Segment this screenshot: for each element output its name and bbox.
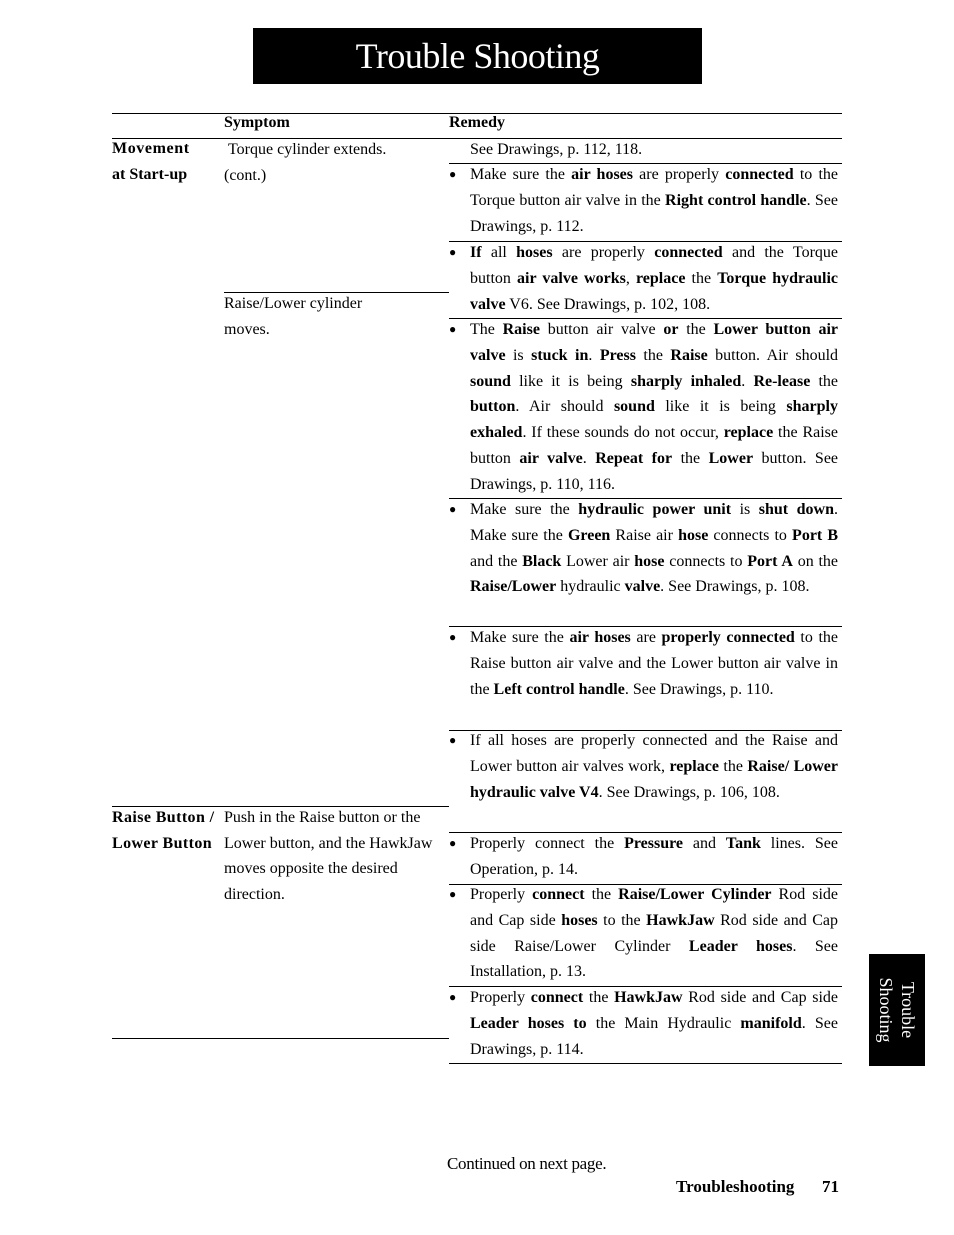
remedy-plain-text: The: [470, 321, 503, 338]
remedy-bold-text: sound: [613, 398, 655, 416]
footer-section-label: Troubleshooting: [676, 1177, 795, 1196]
remedy-bold-text: air hoses: [571, 166, 633, 183]
remedy-plain-text: the: [583, 989, 615, 1006]
remedy-plain-text: connects to: [708, 526, 793, 544]
remedy-plain-text: like it is being: [654, 398, 787, 416]
remedy-bold-text: hose: [634, 552, 665, 570]
remedy-bold-text: Raise: [670, 346, 708, 364]
remedy-bold-text: air valve works: [517, 269, 626, 287]
remedy-plain-text: the: [810, 372, 839, 390]
remedy-bold-text: connect: [532, 886, 585, 903]
remedy-plain-text: on the: [792, 552, 839, 570]
remedy-plain-text: is: [731, 501, 759, 518]
remedy-bold-text: Pressure: [624, 835, 684, 852]
remedy-item: [470, 831, 838, 883]
remedy-bold-text: Raise/ Lower hydraulic valve V4: [470, 757, 838, 801]
remedy-text: [470, 831, 838, 883]
remedy-bold-text: Left control handle: [493, 680, 625, 698]
remedy-item: [470, 882, 838, 985]
remedy-plain-text: . If these sounds do not occur,: [522, 424, 724, 442]
remedy-text: [470, 162, 838, 239]
remedy-bold-text: connected: [654, 244, 723, 261]
remedy-item: [470, 137, 838, 163]
remedy-plain-text: . See Drawings, p. 106, 108.: [598, 783, 780, 801]
remedy-bold-text: Raise: [502, 321, 540, 338]
remedy-plain-text: button. See Drawings, p. 110, 116.: [470, 449, 839, 493]
remedy-plain-text: connects to: [664, 552, 748, 570]
remedy-bold-text: sound: [470, 372, 511, 390]
remedy-plain-text: and: [683, 835, 726, 852]
remedy-plain-text: hydraulic: [556, 578, 625, 596]
remedy-bold-text: connect: [530, 989, 584, 1006]
remedy-bold-text: Raise/Lower: [470, 578, 557, 596]
bullet-icon: ●: [449, 245, 457, 259]
category-line: Raise Button /: [112, 809, 215, 826]
remedy-plain-text: the: [685, 269, 718, 287]
remedy-bold-text: Port A: [747, 552, 793, 570]
remedy-plain-text: . Air should: [515, 398, 614, 416]
remedy-plain-text: Rod side and Cap side: [470, 886, 838, 929]
remedy-plain-text: If all hoses are properly connected and the Raise and Lower button air valves work,: [470, 732, 838, 775]
page-title: Trouble Shooting: [253, 28, 702, 84]
remedy-bold-text: replace: [723, 424, 774, 442]
remedy-bold-text: shut down: [758, 501, 834, 518]
remedy-bold-text: Torque hydraulic valve: [470, 269, 839, 313]
remedy-plain-text: V6. See Drawings, p. 102, 108.: [505, 295, 711, 313]
remedy-plain-text: Properly: [470, 989, 531, 1006]
remedy-bold-text: Black: [522, 552, 562, 570]
remedy-text: [470, 625, 838, 702]
remedy-bold-text: Port B: [792, 526, 839, 544]
page-number: 71: [822, 1177, 839, 1196]
category-line: Movement: [112, 140, 190, 157]
remedy-bold-text: button: [470, 398, 516, 416]
remedy-plain-text: button. Air should: [707, 346, 839, 364]
remedy-bold-text: Leader hoses to: [470, 1014, 587, 1032]
remedy-plain-text: . See Installation, p. 13.: [470, 937, 839, 981]
remedy-text: [470, 985, 838, 1062]
remedy-bold-text: Repeat for: [595, 449, 673, 467]
remedy-bold-text: replace: [669, 757, 719, 775]
remedy-plain-text: Make sure the: [470, 166, 572, 183]
remedy-plain-text: the: [718, 757, 748, 775]
remedy-header: Remedy: [449, 114, 505, 131]
category-line: at Start-up: [112, 166, 188, 183]
remedy-bold-text: HawkJaw: [614, 989, 683, 1006]
remedy-plain-text: . See Drawings, p. 110.: [624, 680, 774, 698]
remedy-bold-text: stuck in: [531, 346, 589, 364]
remedy-bold-text: Lower button air valve: [470, 321, 839, 364]
remedy-plain-text: to the Raise button air valve and the Lower button air valve in the: [470, 629, 839, 698]
remedy-plain-text: button air valve: [539, 321, 664, 338]
remedy-plain-text: Lower air: [561, 552, 635, 570]
remedy-plain-text: is: [505, 346, 532, 364]
remedy-plain-text: .: [588, 346, 600, 364]
remedy-plain-text: the: [678, 321, 714, 338]
remedy-item: [470, 162, 838, 239]
remedy-plain-text: . See Drawings, p. 112.: [470, 191, 838, 235]
remedy-plain-text: .: [741, 372, 754, 390]
bullet-icon: ●: [449, 887, 457, 901]
remedy-plain-text: are properly: [633, 166, 726, 183]
remedy-plain-text: . See Drawings, p. 108.: [660, 578, 810, 596]
remedy-plain-text: See Drawings, p. 112, 118.: [470, 141, 643, 158]
remedy-plain-text: Rod side and Cap side Raise/Lower Cylinder: [470, 911, 838, 955]
remedy-plain-text: all: [481, 244, 517, 261]
bullet-icon: ●: [449, 990, 457, 1004]
remedy-text: [470, 497, 838, 600]
remedy-bold-text: hydraulic power unit: [578, 501, 732, 518]
remedy-bold-text: replace: [635, 269, 686, 287]
remedy-bold-text: HawkJaw: [646, 911, 715, 929]
remedy-plain-text: like it is being: [510, 372, 631, 390]
remedy-plain-text: the: [584, 886, 619, 903]
remedy-plain-text: ,: [625, 269, 636, 287]
remedy-plain-text: .: [582, 449, 596, 467]
remedy-plain-text: the: [672, 449, 709, 467]
remedy-text: [470, 240, 838, 317]
remedy-bold-text: valve: [624, 578, 661, 596]
remedy-bold-text: hoses: [561, 911, 598, 929]
bullet-icon: ●: [449, 733, 457, 747]
remedy-plain-text: are: [630, 629, 662, 646]
remedy-plain-text: Make sure the: [470, 629, 570, 646]
category-line: Lower Button: [112, 835, 213, 852]
remedy-text: [470, 317, 838, 498]
symptom-text: Raise/Lower cylinder moves.: [224, 295, 363, 338]
remedy-item: [470, 317, 838, 498]
side-tab-line: Trouble: [898, 981, 918, 1039]
bullet-icon: ●: [449, 836, 457, 850]
remedy-plain-text: Make sure the: [470, 501, 579, 518]
remedy-plain-text: and the Torque button: [470, 244, 839, 287]
bullet-icon: ●: [449, 167, 457, 181]
remedy-bold-text: Raise/Lower Cylinder: [618, 886, 772, 903]
remedy-plain-text: the Raise button: [470, 424, 838, 467]
remedy-bold-text: Re-lease: [753, 372, 811, 390]
remedy-bold-text: sharply exhaled: [470, 398, 838, 442]
remedy-bold-text: hoses: [516, 244, 553, 261]
remedy-bold-text: Press: [599, 346, 636, 364]
remedy-plain-text: Rod side and Cap side: [682, 989, 839, 1006]
continued-note: Continued on next page.: [447, 1154, 607, 1173]
remedy-bottom-rule: [449, 1063, 842, 1064]
remedy-plain-text: Raise air: [610, 526, 679, 544]
remedy-item: [470, 497, 838, 600]
symptom-text: Torque cylinder extends. (cont.): [224, 141, 391, 184]
remedy-plain-text: . Make sure the: [470, 501, 838, 544]
remedy-bold-text: hose: [678, 526, 709, 544]
remedy-bold-text: Tank: [725, 835, 761, 852]
remedy-bold-text: sharply inhaled: [630, 372, 742, 390]
section-side-tab: [869, 954, 925, 1066]
bullet-icon: ●: [449, 502, 457, 516]
table-bottom-rule: [112, 1038, 449, 1039]
remedy-bold-text: manifold: [740, 1014, 802, 1032]
remedy-bold-text: air valve: [519, 449, 583, 467]
remedy-bold-text: Green: [567, 526, 611, 544]
remedy-bold-text: Right control handle: [665, 191, 807, 209]
remedy-plain-text: Properly connect the: [470, 835, 625, 852]
remedy-plain-text: to the Torque button air valve in the: [470, 166, 838, 209]
remedy-text: [470, 882, 838, 985]
remedy-bold-text: Lower: [708, 449, 754, 467]
remedy-plain-text: are properly: [552, 244, 655, 261]
remedy-plain-text: and the: [470, 552, 523, 570]
remedy-item: [470, 985, 838, 1062]
remedy-plain-text: Properly: [470, 886, 533, 903]
remedy-bold-text: connected: [725, 166, 794, 183]
bullet-icon: ●: [449, 630, 457, 644]
symptom-header: Symptom: [224, 114, 290, 131]
remedy-text: [470, 728, 838, 805]
remedy-item: [470, 625, 838, 702]
side-tab-line: Shooting: [876, 977, 896, 1043]
symptom-text: Push in the Raise button or the Lower button, and the HawkJaw moves opposite the desired direction.: [224, 809, 433, 903]
category-label: [112, 805, 215, 857]
remedy-plain-text: to the: [597, 911, 647, 929]
remedy-plain-text: lines. See Operation, p. 14.: [470, 835, 838, 878]
remedy-text: [470, 137, 838, 163]
remedy-item: [470, 728, 838, 805]
remedy-plain-text: the Main Hydraulic: [586, 1014, 741, 1032]
remedy-item: [470, 240, 838, 317]
remedy-plain-text: the: [635, 346, 671, 364]
remedy-bold-text: or: [663, 321, 679, 338]
remedy-bold-text: air hoses: [569, 629, 631, 646]
remedy-plain-text: . See Drawings, p. 114.: [470, 1014, 838, 1058]
remedy-bold-text: If: [470, 244, 482, 261]
category-label: [112, 136, 190, 188]
bullet-icon: ●: [449, 322, 457, 336]
remedy-bold-text: Leader hoses: [688, 937, 793, 955]
remedy-bold-text: properly connected: [661, 629, 795, 646]
